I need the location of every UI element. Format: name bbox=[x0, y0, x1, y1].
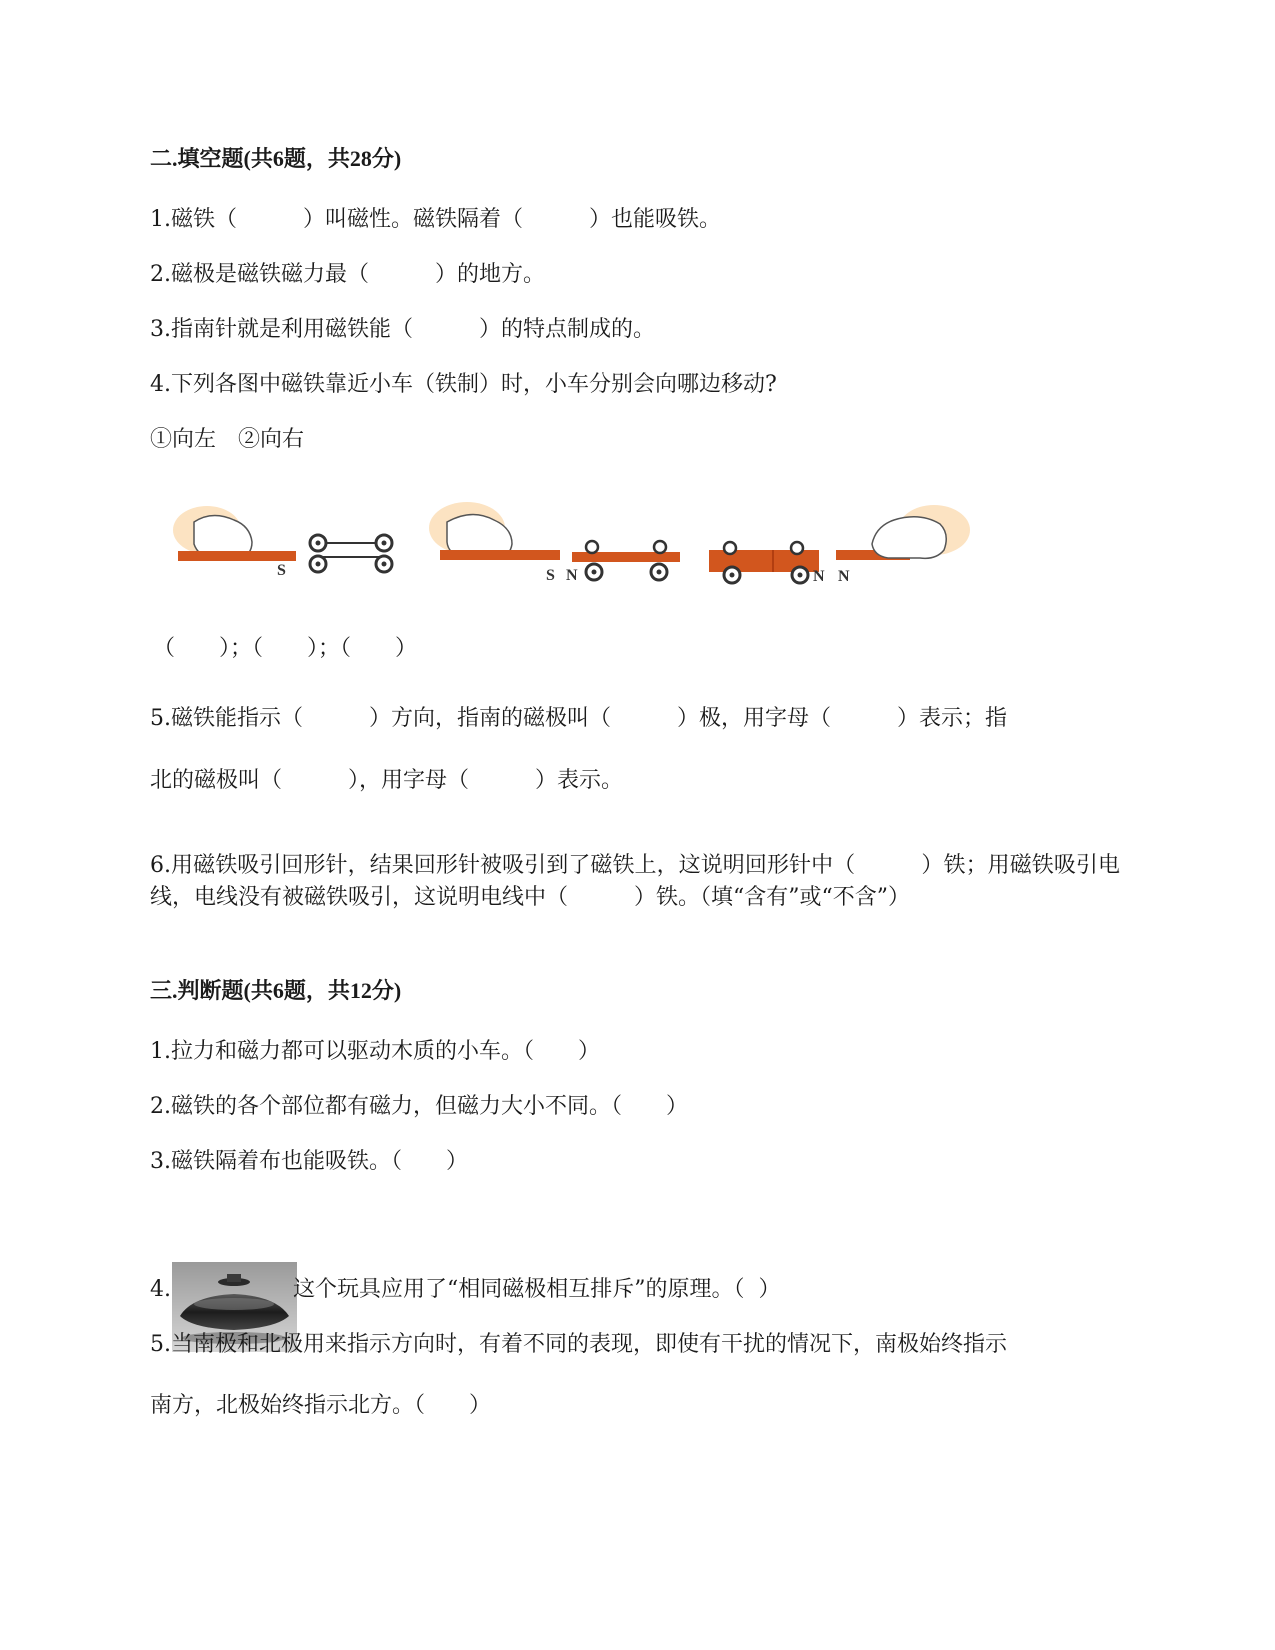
question-3-2: 2.磁铁的各个部位都有磁力，但磁力大小不同。（ ） bbox=[150, 1094, 688, 1119]
section-title-fill-in: 二.填空题(共6题，共28分) bbox=[150, 146, 402, 171]
cart-frame-icon bbox=[310, 535, 392, 572]
question-2-5-line-1: 5.磁铁能指示（ ）方向，指南的磁极叫（ ）极，用字母（ ）表示；指 bbox=[150, 706, 1007, 731]
question-3-3: 3.磁铁隔着布也能吸铁。（ ） bbox=[150, 1149, 468, 1174]
question-3-5-line-1: 5.当南极和北极用来指示方向时，有着不同的表现，即使有干扰的情况下，南极始终指示 bbox=[150, 1332, 1007, 1357]
bar-magnet bbox=[178, 551, 296, 561]
bar-magnet bbox=[440, 550, 560, 560]
question-2-2: 2.磁极是磁铁磁力最（ ）的地方。 bbox=[150, 262, 545, 287]
question-2-4-answers: （ ）；（ ）；（ ） bbox=[153, 636, 418, 661]
pole-label: N bbox=[813, 568, 825, 585]
question-3-1: 1.拉力和磁力都可以驱动木质的小车。（ ） bbox=[150, 1039, 600, 1064]
magnet-cart-figure bbox=[172, 500, 992, 600]
question-2-6: 6.用磁铁吸引回形针，结果回形针被吸引到了磁铁上，这说明回形针中（ ）铁；用磁铁吸引电线，电线没有被磁铁吸引，这说明电线中（ ）铁。（填“含有”或“不含”） bbox=[150, 853, 1120, 910]
pole-label: S bbox=[546, 567, 555, 584]
hand-icon bbox=[872, 517, 946, 559]
question-2-3: 3.指南针就是利用磁铁能（ ）的特点制成的。 bbox=[150, 317, 655, 342]
figure-panel-2 bbox=[429, 502, 680, 584]
question-2-5-line-2: 北的磁极叫（ ），用字母（ ）表示。 bbox=[150, 768, 624, 793]
figure-panel-1 bbox=[173, 506, 392, 579]
question-3-5-line-2: 南方，北极始终指示北方。（ ） bbox=[150, 1393, 492, 1418]
pole-label: N bbox=[838, 568, 850, 585]
question-2-4-options: ①向左 ②向右 bbox=[150, 427, 305, 452]
question-3-4-number: 4. bbox=[150, 1277, 171, 1302]
cart-magnet bbox=[572, 552, 680, 562]
question-2-1: 1.磁铁（ ）叫磁性。磁铁隔着（ ）也能吸铁。 bbox=[150, 207, 721, 232]
figure-panel-3 bbox=[709, 505, 970, 585]
pole-label: N bbox=[566, 567, 578, 584]
question-3-4: 这个玩具应用了“相同磁极相互排斥”的原理。（ ） bbox=[293, 1277, 781, 1302]
question-2-4: 4.下列各图中磁铁靠近小车（铁制）时，小车分别会向哪边移动? bbox=[150, 372, 777, 397]
section-title-true-false: 三.判断题(共6题，共12分) bbox=[150, 978, 402, 1003]
pole-label: S bbox=[277, 562, 286, 579]
